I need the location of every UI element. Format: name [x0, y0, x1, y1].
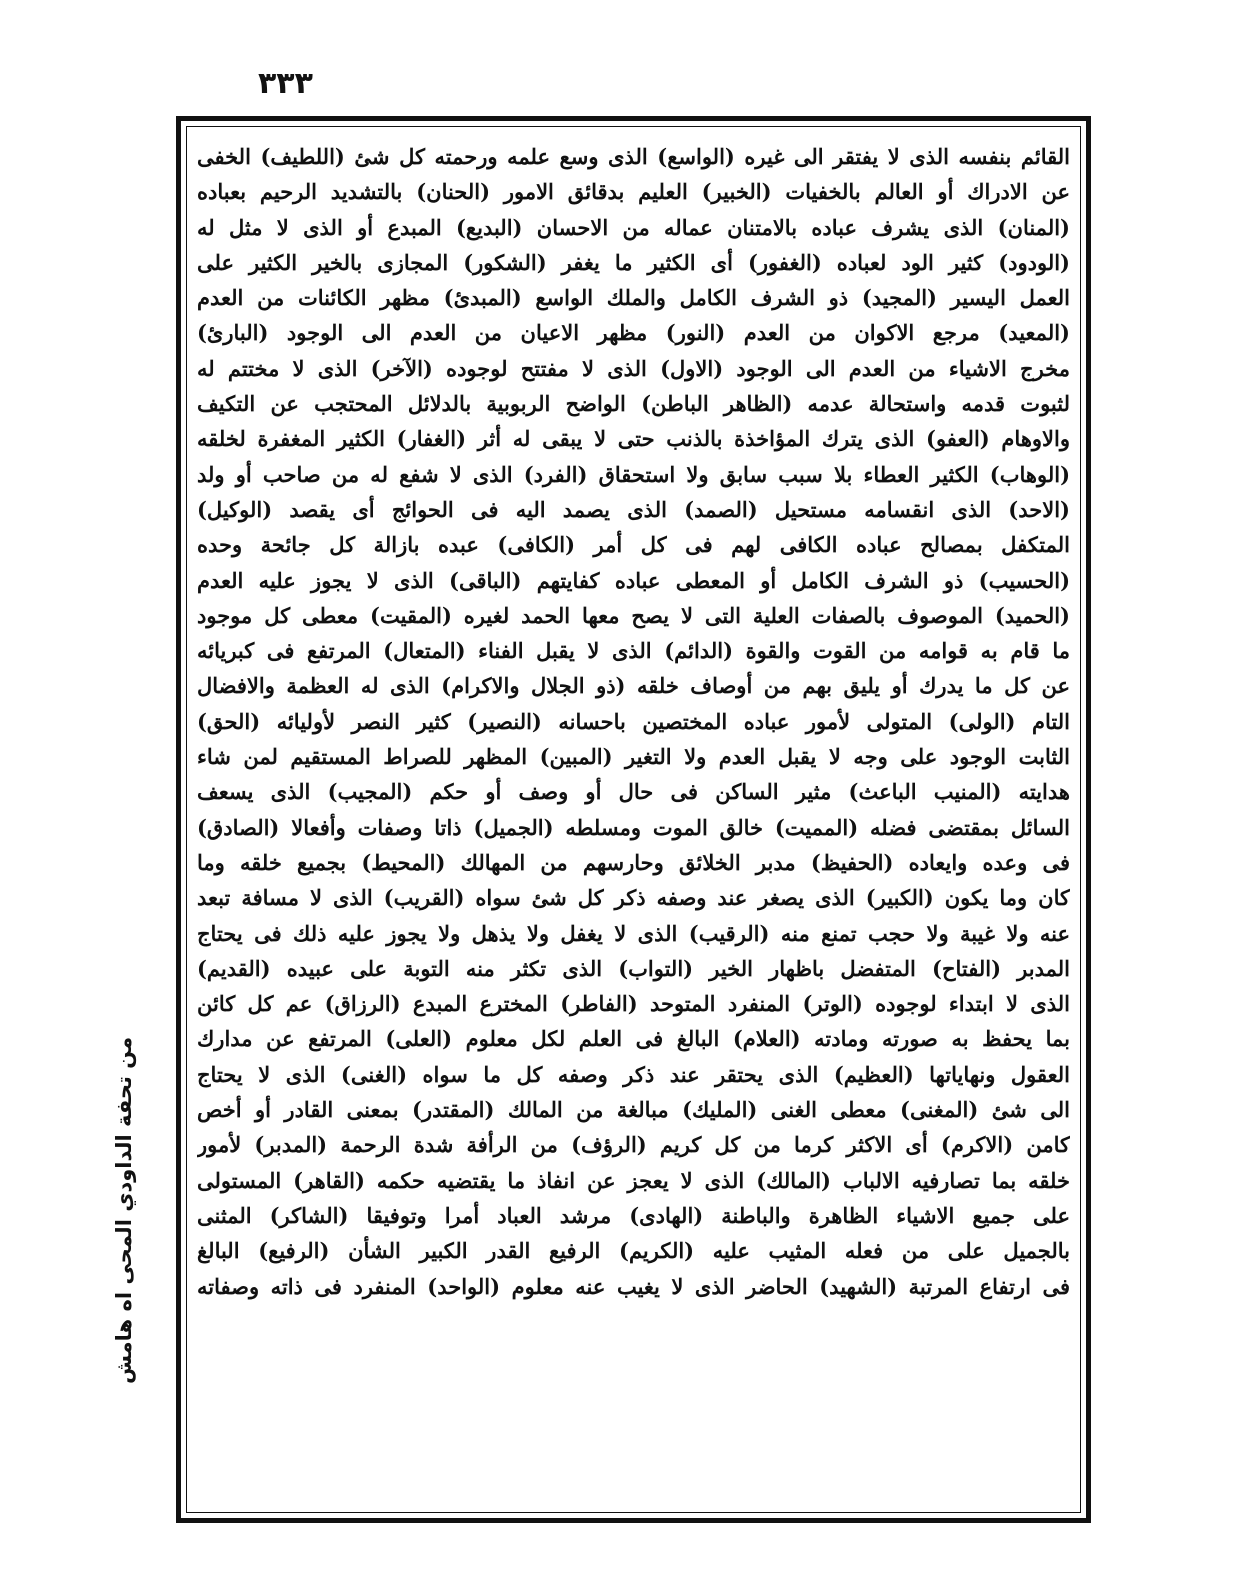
- text-line: والاوهام (العفو) الذى يترك المؤاخذة بالذنب حتى لا يبقى له أثر (الغفار) الكثير المغفرة لخلقه: [197, 426, 1070, 452]
- text-line: ما قام به قوامه من القوت والقوة (الدائم) الذى لا يقبل الفناء (المتعال) المرتفع فى كبريائه: [197, 638, 1070, 664]
- text-line: فى ارتفاع المرتبة (الشهيد) الحاضر الذى لا يغيب عنه معلوم (الواحد) المنفرد فى ذاته وصفاته: [197, 1273, 1070, 1299]
- text-line: التام (الولى) المتولى لأمور عباده المختصين باحسانه (النصير) كثير النصر لأوليائه (الحق): [197, 708, 1070, 734]
- text-line: خلقه بما تصارفيه الالباب (المالك) الذى لا يعجز عن انفاذ ما يقتضيه حكمه (القاهر) المستولى: [197, 1167, 1070, 1193]
- text-line: (الاحد) الذى انقسامه مستحيل (الصمد) الذى يصمد اليه فى الحوائج أى يقصد (الوكيل): [197, 496, 1070, 522]
- text-line: العمل اليسير (المجيد) ذو الشرف الكامل والملك الواسع (المبدئ) مظهر الكائنات من العدم: [197, 285, 1070, 311]
- text-line: الثابت الوجود على وجه لا يقبل العدم ولا التغير (المبين) المظهر للصراط المستقيم لمن شاء: [197, 744, 1070, 770]
- text-line: (الحسيب) ذو الشرف الكامل أو المعطى عباده كفايتهم (الباقى) الذى لا يجوز عليه العدم: [197, 567, 1070, 593]
- text-line: (المعيد) مرجع الاكوان من العدم (النور) مظهر الاعيان من العدم الى الوجود (البارئ): [197, 320, 1070, 346]
- text-line: عن كل ما يدرك أو يليق بهم من أوصاف خلقه (ذو الجلال والاكرام) الذى له العظمة والافضال: [197, 673, 1070, 699]
- text-line: عن الادراك أو العالم بالخفيات (الخبير) العليم بدقائق الامور (الحنان) بالتشديد الرحيم بعباده: [197, 179, 1070, 205]
- page-frame: [176, 116, 1091, 1523]
- text-line: المدبر (الفتاح) المتفضل باظهار الخير (التواب) الذى تكثر منه التوبة على عبيده (القديم): [197, 955, 1070, 981]
- text-line: بالجميل على من فعله المثيب عليه (الكريم) الرفيع القدر الكبير الشأن (الرفيع) البالغ: [197, 1238, 1070, 1264]
- text-line: الى شئ (المغنى) معطى الغنى (المليك) مبالغة من المالك (المقتدر) بمعنى القادر أو أخص: [197, 1097, 1070, 1123]
- text-line: الذى لا ابتداء لوجوده (الوتر) المنفرد المتوحد (الفاطر) المخترع المبدع (الرزاق) عم كل كائن: [197, 991, 1070, 1017]
- text-line: (الوهاب) الكثير العطاء بلا سبب سابق ولا استحقاق (الفرد) الذى لا شفع له من صاحب أو ولد: [197, 461, 1070, 487]
- text-line: المتكفل بمصالح عباده الكافى لهم فى كل أمر (الكافى) عبده بازالة كل جائحة وحده: [197, 532, 1070, 558]
- text-line: بما يحفظ به صورته ومادته (العلام) البالغ فى العلم لكل معلوم (العلى) المرتفع عن مدارك: [197, 1026, 1070, 1052]
- text-line: عنه ولا غيبة ولا حجب تمنع منه (الرقيب) الذى لا يغفل ولا يذهل ولا يجوز عليه ذلك فى يحتاج: [197, 920, 1070, 946]
- text-line: كامن (الاكرم) أى الاكثر كرما من كل كريم (الرؤف) من الرأفة شدة الرحمة (المدبر) لأمور: [197, 1132, 1070, 1158]
- page-number: ٣٣٣: [258, 66, 313, 101]
- text-line: (الحميد) الموصوف بالصفات العلية التى لا يصح معها الحمد لغيره (المقيت) معطى كل موجود: [197, 602, 1070, 628]
- text-line: العقول ونهاياتها (العظيم) الذى يحتقر عند ذكر وصفه كل ما سواه (الغنى) الذى لا يحتاج: [197, 1061, 1070, 1087]
- text-line: (الودود) كثير الود لعباده (الغفور) أى الكثير ما يغفر (الشكور) المجازى بالخير الكثير على: [197, 249, 1070, 275]
- text-line: (المنان) الذى يشرف عباده بالامتنان عماله من الاحسان (البديع) المبدع أو الذى لا مثل له: [197, 214, 1070, 240]
- text-body: [197, 139, 1070, 1506]
- text-line: كان وما يكون (الكبير) الذى يصغر عند وصفه ذكر كل شئ سواه (القريب) الذى لا مسافة تبعد: [197, 885, 1070, 911]
- text-line: السائل بمقتضى فضله (المميت) خالق الموت ومسلطه (الجميل) ذاتا وصفات وأفعالا (الصادق): [197, 814, 1070, 840]
- text-line: فى وعده وايعاده (الحفيظ) مدبر الخلائق وحارسهم من المهالك (المحيط) بجميع خلقه وما: [197, 849, 1070, 875]
- text-line: على جميع الاشياء الظاهرة والباطنة (الهادى) مرشد العباد أمرا وتوفيقا (الشاكر) المثنى: [197, 1202, 1070, 1228]
- text-line: مخرج الاشياء من العدم الى الوجود (الاول) الذى لا مفتتح لوجوده (الآخر) الذى لا مختتم له: [197, 355, 1070, 381]
- text-line: هدايته (المنيب الباعث) مثير الساكن فى حال أو وصف أو حكم (المجيب) الذى يسعف: [197, 779, 1070, 805]
- margin-note: من تحفة الداودي المحى اه هامش: [112, 1036, 136, 1384]
- text-line: القائم بنفسه الذى لا يفتقر الى غيره (الواسع) الذى وسع علمه ورحمته كل شئ (اللطيف) الخفى: [197, 144, 1070, 169]
- text-line: لثبوت قدمه واستحالة عدمه (الظاهر الباطن) الواضح الربوبية بالدلائل المحتجب عن التكيف: [197, 391, 1070, 417]
